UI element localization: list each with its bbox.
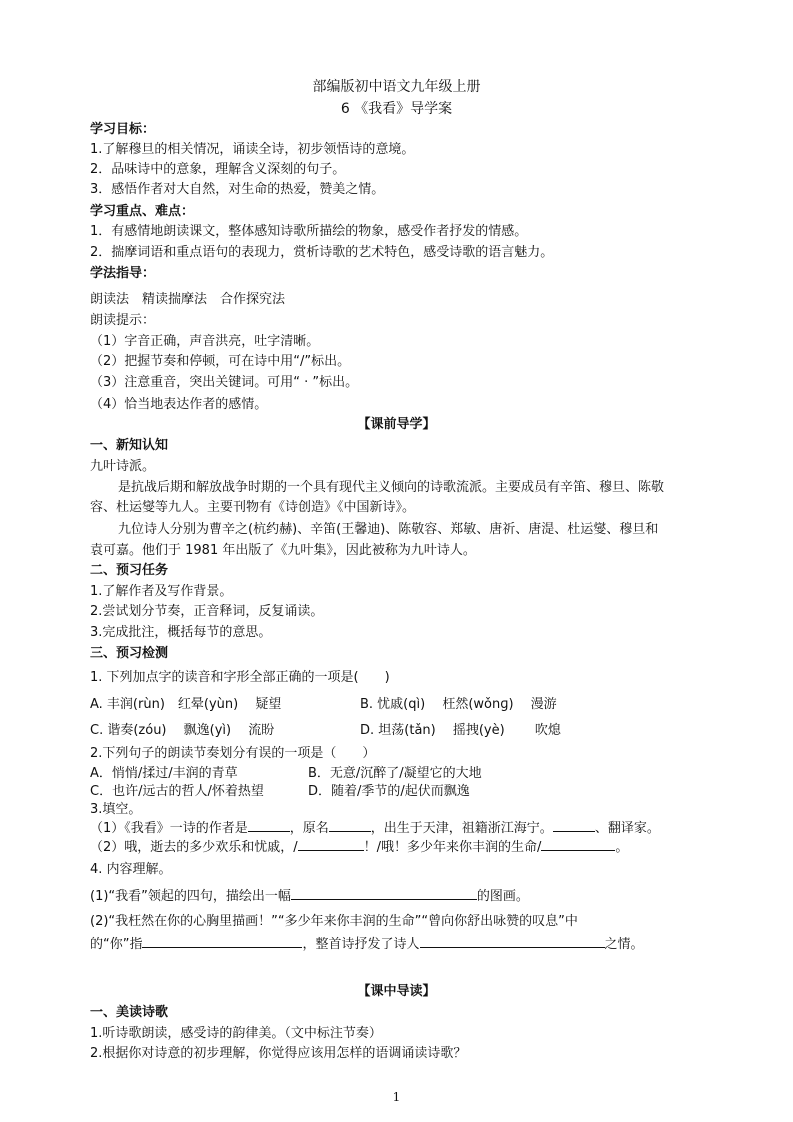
q3-item-2 — [90, 838, 628, 857]
question-4: 4. 内容理解。 — [90, 862, 172, 877]
question-2: 2.下列句子的朗读节奏划分有误的一项是（ ） — [90, 746, 376, 761]
new-knowledge-subtitle: 九叶诗派。 — [90, 459, 156, 474]
in-class-item: 2.根据你对诗意的初步理解，你觉得应该用怎样的语调诵读诗歌？ — [90, 1046, 467, 1061]
paragraph-line: 是抗战后期和解放战争时期的一个具有现代主义倾向的诗歌流派。主要成员有辛笛、穆旦、陈敬 — [118, 480, 665, 495]
q2-option-a: A．悄悄/揉过/丰润的青草 — [90, 766, 238, 781]
keypoint-item: 1．有感情地朗读课文，整体感知诗歌所描绘的物象，感受作者抒发的情感。 — [90, 224, 528, 239]
answer-blank[interactable] — [541, 838, 615, 851]
q4-2-text-b: ，整首诗抒发了诗人 — [302, 937, 420, 952]
answer-blank[interactable] — [553, 819, 595, 832]
reading-tip: （3）注意重音，突出关键词。可用“ · ”标出。 — [90, 375, 359, 390]
method-heading: 学法指导： — [90, 266, 156, 281]
q3-2-text-c: 。 — [615, 840, 629, 855]
question-3: 3.填空。 — [90, 802, 142, 817]
question-1: 1. 下列加点字的读音和字形全部正确的一项是( ) — [90, 670, 390, 685]
in-class-heading: 【课中导读】 — [357, 984, 436, 999]
q3-1-text-b: ，原名 — [289, 821, 329, 836]
reading-tip: （4）恰当地表达作者的感情。 — [90, 397, 268, 412]
in-class-section-1: 一、美读诗歌 — [90, 1005, 169, 1020]
q3-item-1 — [90, 819, 660, 838]
preview-task-item: 1.了解作者及写作背景。 — [90, 584, 233, 599]
q4-item-1 — [90, 887, 529, 906]
in-class-item: 1.听诗歌朗读，感受诗的韵律美。（文中标注节奏） — [90, 1026, 382, 1041]
q1-option-a: A. 丰润(rùn) 红晕(yùn) 疑望 — [90, 697, 282, 712]
q4-item-2-line1: (2)“我枉然在你的心胸里描画！”“多少年来你丰润的生命”“曾向你舒出咏赞的叹息”中 — [90, 914, 578, 929]
answer-blank[interactable] — [248, 819, 290, 832]
goal-item: 2．品味诗中的意象，理解含义深刻的句子。 — [90, 162, 346, 177]
pre-class-heading: 【课前导学】 — [357, 417, 436, 432]
q4-2-text-a: 的“你”指 — [90, 937, 143, 952]
q2-option-c: C．也许/远古的哲人/怀着热望 — [90, 784, 264, 799]
preview-task-heading: 二、预习任务 — [90, 563, 169, 578]
keypoints-heading: 学习重点、难点： — [90, 204, 195, 219]
answer-blank[interactable] — [420, 935, 605, 948]
paragraph-line: 容、杜运燮等九人。主要刊物有《诗创造》《中国新诗》。 — [90, 500, 416, 515]
reading-tip: （2）把握节奏和停顿，可在诗中用“/”标出。 — [90, 354, 351, 369]
paragraph-line: 九位诗人分别为曹辛之(杭约赫)、辛笛(王馨迪)、陈敬容、郑敏、唐祈、唐湜、杜运燮、穆旦和 — [118, 522, 659, 537]
q3-2-text-b: ！/哦！多少年来你丰润的生命/ — [363, 840, 542, 855]
keypoint-item: 2．揣摩词语和重点语句的表现力，赏析诗歌的艺术特色，感受诗歌的语言魅力。 — [90, 245, 554, 260]
q3-1-text-c: ，出生于天津，祖籍浙江海宁。 — [370, 821, 553, 836]
q1-option-d: D. 坦荡(tǎn) 摇拽(yè) 吹熄 — [360, 723, 561, 738]
doc-subtitle: 6 《我看》导学案 — [340, 101, 453, 117]
answer-blank[interactable] — [329, 819, 371, 832]
preview-check-heading: 三、预习检测 — [90, 646, 169, 661]
q4-1-text-b: 的图画。 — [476, 889, 529, 904]
preview-task-item: 2.尝试划分节奏，正音释词，反复诵读。 — [90, 604, 324, 619]
q3-1-text-d: 、翻译家。 — [594, 821, 660, 836]
paragraph-line: 袁可嘉。他们于 1981 年出版了《九叶集》，因此被称为九叶诗人。 — [90, 543, 476, 558]
reading-tip: （1）字音正确，声音洪亮，吐字清晰。 — [90, 334, 320, 349]
q3-2-text-a: （2）哦，逝去的多少欢乐和忧戚，/ — [90, 840, 298, 855]
reading-tips-label: 朗读提示： — [90, 313, 156, 328]
answer-blank[interactable] — [142, 935, 302, 948]
q3-1-text-a: （1）《我看》一诗的作者是 — [90, 821, 248, 836]
doc-title: 部编版初中语文九年级上册 — [312, 79, 481, 95]
q2-option-b: B．无意/沉醉了/凝望它的大地 — [308, 766, 482, 781]
q1-option-c: C. 谐奏(zóu) 飘逸(yì) 流盼 — [90, 723, 275, 738]
goals-heading: 学习目标： — [90, 122, 156, 137]
page-number: 1 — [392, 1090, 401, 1104]
answer-blank[interactable] — [291, 887, 477, 900]
q2-option-d: D．随着/季节的/起伏而飘逸 — [308, 784, 470, 799]
new-knowledge-heading: 一、新知认知 — [90, 438, 169, 453]
goal-item: 1.了解穆旦的相关情况，诵读全诗，初步领悟诗的意境。 — [90, 142, 415, 157]
method-list: 朗读法 精读揣摩法 合作探究法 — [90, 292, 286, 307]
preview-task-item: 3.完成批注，概括每节的意思。 — [90, 625, 272, 640]
answer-blank[interactable] — [298, 838, 364, 851]
q4-2-text-c: 之情。 — [604, 937, 644, 952]
q1-option-b: B. 忧戚(qì) 枉然(wǒnɡ) 漫游 — [360, 697, 557, 712]
q4-item-2-line2 — [90, 935, 644, 954]
q4-1-text-a: (1)“我看”领起的四句，描绘出一幅 — [90, 889, 291, 904]
goal-item: 3．感悟作者对大自然，对生命的热爱，赞美之情。 — [90, 182, 385, 197]
